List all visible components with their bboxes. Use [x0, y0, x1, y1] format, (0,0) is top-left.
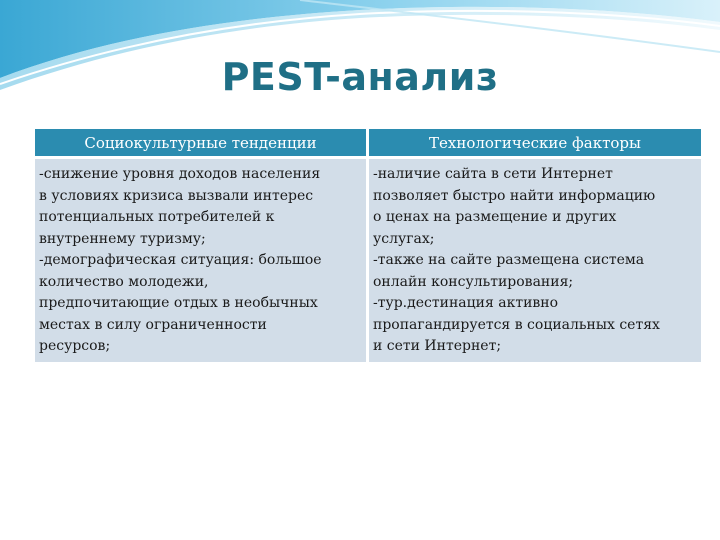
table-row: [35, 159, 701, 362]
table-header-row: [35, 129, 701, 159]
cell-sociocultural-trends: -снижение уровня доходов населения в условиях кризиса вызвали интерес потенциальных потребителей к внутреннему туризму; -демографическая ситуация: большое количество молодежи, предпочитающие отдых в необычных местах в силу ограниченности ресурсов;: [35, 159, 366, 362]
pest-table: [32, 129, 704, 362]
header-technological: Технологические факторы: [369, 129, 701, 159]
cell-technological-factors: -наличие сайта в сети Интернет позволяет быстро найти информацию о ценах на размещение и других услугах; -также на сайте размещена система онлайн консультирования; -тур.дестинация активно пропагандируется в социальных сетях и сети Интернет;: [369, 159, 701, 362]
slide-title: PEST-анализ: [221, 55, 499, 99]
header-sociocultural: Социокультурные тенденции: [35, 129, 366, 159]
